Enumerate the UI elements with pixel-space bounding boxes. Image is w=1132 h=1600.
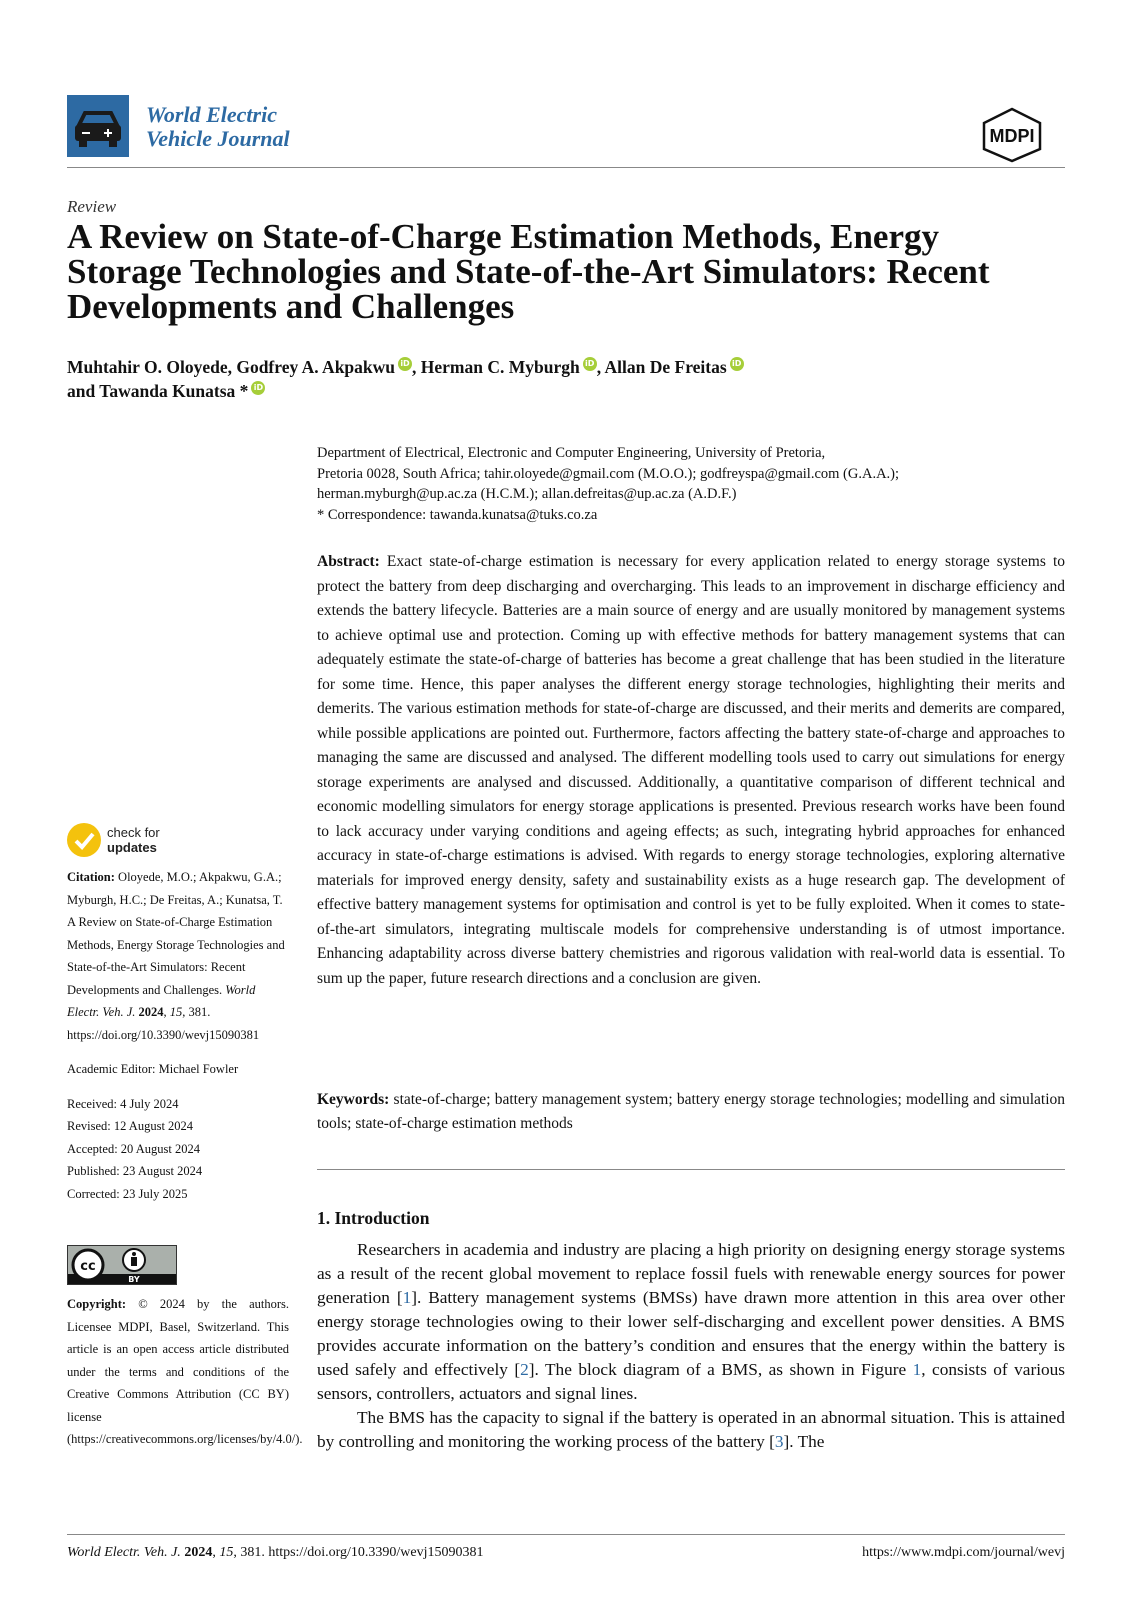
revised-date: Revised: 12 August 2024	[67, 1119, 194, 1133]
affiliation-line: herman.myburgh@up.ac.za (H.C.M.); allan.defreitas@up.ac.za (A.D.F.)	[317, 486, 737, 502]
abstract-label: Abstract:	[317, 553, 380, 570]
journal-name	[146, 103, 290, 151]
keywords	[317, 1088, 1065, 1136]
article-type: Review	[67, 197, 117, 216]
received-date: Received: 4 July 2024	[67, 1096, 179, 1111]
sidebar-info	[67, 866, 289, 1205]
cc-by-license-badge[interactable]	[67, 1245, 177, 1285]
citation-link[interactable]: 2	[520, 1360, 529, 1379]
orcid-icon[interactable]: iD	[398, 357, 412, 371]
footer-citation: World Electr. Veh. J. 2024, 15, 381. https://doi.org/10.3390/wevj15090381	[67, 1545, 484, 1560]
section-heading: 1. Introduction	[317, 1208, 430, 1228]
author-names-4: and Tawanda Kunatsa *	[67, 381, 249, 401]
header-divider	[67, 167, 1065, 168]
journal-name-line1: World Electric	[146, 102, 277, 127]
keywords-text: state-of-charge; battery management system; battery energy storage technologies; modelling and simulation tools; state-of-charge estimation methods	[317, 1091, 1066, 1132]
svg-text:cc: cc	[80, 1259, 96, 1274]
author-list	[67, 355, 1057, 403]
author-names-2: , Herman C. Myburgh	[412, 357, 580, 377]
affiliation-line: Department of Electrical, Electronic and Computer Engineering, University of Pretoria,	[317, 445, 826, 461]
journal-logo	[67, 95, 129, 157]
creative-commons-icon	[68, 1246, 176, 1284]
author-names-1: Muhtahir O. Oloyede, Godfrey A. Akpakwu	[67, 357, 396, 377]
checkmark-icon	[67, 823, 101, 857]
updates-label: updates	[107, 840, 157, 855]
mdpi-hexagon-icon	[980, 107, 1044, 163]
abstract-text: Exact state-of-charge estimation is necessary for every application related to energy storage systems to protect the battery from deep discharging and overcharging. This leads to an improvement in discharge efficiency and extends the battery lifecycle. Batteries are a main source of energy and are usually monitored by management systems to achieve optimal use and protection. Coming up with effective methods for battery management systems that can adequately estimate the state-of-charge of batteries has become a great challenge that has been studied in the literature for some time. Hence, this paper analyses the different energy storage technologies, highlighting their merits and demerits. The various estimation methods for state-of-charge are discussed, and their merits and demerits are compared, while possible applications are pointed out. Furthermore, factors affecting the battery state-of-charge and approaches to managing the same are discussed and analysed. The different modelling tools used to carry out simulations for energy storage experiments are analysed and discussed. Additionally, a quantitative comparison of different technical and economic modelling simulators for energy storage applications is presented. Previous research works have been found to lack accuracy under varying conditions and ageing effects; as such, integrating hybrid approaches for enhanced accuracy in state-of-charge estimations is advised. With regards to energy storage technologies, exploring alternative materials for improved energy density, safety and sustainability exists as a huge research gap. The development of effective battery management systems for optimisation and control is yet to be fully exploited. When it comes to state-of-the-art simulators, integrating multiscale models for comprehensive understanding is of utmost importance. Enhancing adaptability across diverse battery chemistries and rigorous validation with real-world data is essential. To sum up the paper, future research directions and a conclusion are given.	[317, 553, 1066, 987]
footer-divider	[67, 1534, 1065, 1535]
accepted-date: Accepted: 20 August 2024	[67, 1141, 200, 1156]
svg-text:MDPI: MDPI	[989, 126, 1035, 146]
citation-link[interactable]: 3	[774, 1432, 784, 1451]
correspondence: * Correspondence: tawanda.kunatsa@tuks.co.za	[317, 506, 598, 523]
abstract	[317, 550, 1065, 991]
affiliation-line: Pretoria 0028, South Africa; tahir.oloyede@gmail.com (M.O.O.); godfreyspa@gmail.com (G.A.A.);	[317, 465, 900, 482]
paragraph: The BMS has the capacity to signal if the battery is operated in an abnormal situation. This is attained by controlling and monitoring the working process of the battery [3]. The	[317, 1408, 1065, 1451]
orcid-icon[interactable]: iD	[251, 381, 265, 395]
figure-link[interactable]: 1	[912, 1360, 922, 1379]
author-names-3: , Allan De Freitas	[596, 357, 727, 377]
citation: Citation: Oloyede, M.O.; Akpakwu, G.A.; Myburgh, H.C.; De Freitas, A.; Kunatsa, T. A Review on State-of-Charge Estimation Methods, Energy Storage Technologies and State-of-the-Art Simulators: Recent Developments and Challenges. World Electr. Veh. J. 2024, 15, 381. https://doi.org/10.3390/wevj15090381	[67, 870, 285, 1042]
corrected-date: Corrected: 23 July 2025	[67, 1186, 188, 1201]
paragraph: Researchers in academia and industry are placing a high priority on designing energy storage systems as a result of the recent global movement to replace fossil fuels with renewable energy sources for power generation [1]. Battery management systems (BMSs) have drawn more attention in this area over other energy storage technologies owing to their lower self-discharging and excellent power densities. A BMS provides accurate information on the battery’s condition and ensures that the energy within the battery is used safely and effectively [2]. The block diagram of a BMS, as shown in Figure 1, consists of various sensors, controllers, actuators and signal lines.	[317, 1240, 1066, 1403]
check-label: check for	[107, 825, 160, 840]
keywords-label: Keywords:	[317, 1091, 390, 1108]
footer-journal-url[interactable]: https://www.mdpi.com/journal/wevj	[862, 1545, 1065, 1560]
copyright-notice: Copyright: © 2024 by the authors. Licensee MDPI, Basel, Switzerland. This article is an open access article distributed under the terms and conditions of the Creative Commons Attribution (CC BY) license (https://creativecommons.org/licenses/by/4.0/).	[67, 1297, 303, 1446]
introduction-body	[317, 1238, 1065, 1454]
citation-link[interactable]: 1	[402, 1288, 412, 1307]
mdpi-logo	[980, 107, 1044, 163]
section-divider	[317, 1169, 1065, 1170]
academic-editor: Academic Editor: Michael Fowler	[67, 1062, 239, 1076]
svg-text:BY: BY	[128, 1275, 140, 1284]
orcid-icon[interactable]: iD	[583, 357, 597, 371]
orcid-icon[interactable]: iD	[730, 357, 744, 371]
journal-name-line2: Vehicle Journal	[146, 126, 290, 151]
car-icon	[67, 95, 129, 157]
check-for-updates-badge[interactable]	[67, 823, 197, 859]
published-date: Published: 23 August 2024	[67, 1164, 203, 1178]
affiliation	[317, 443, 1057, 525]
article-title: A Review on State-of-Charge Estimation Methods, Energy Storage Technologies and State-of-the-Art Simulators: Recent Developments and Challenges	[67, 217, 990, 326]
